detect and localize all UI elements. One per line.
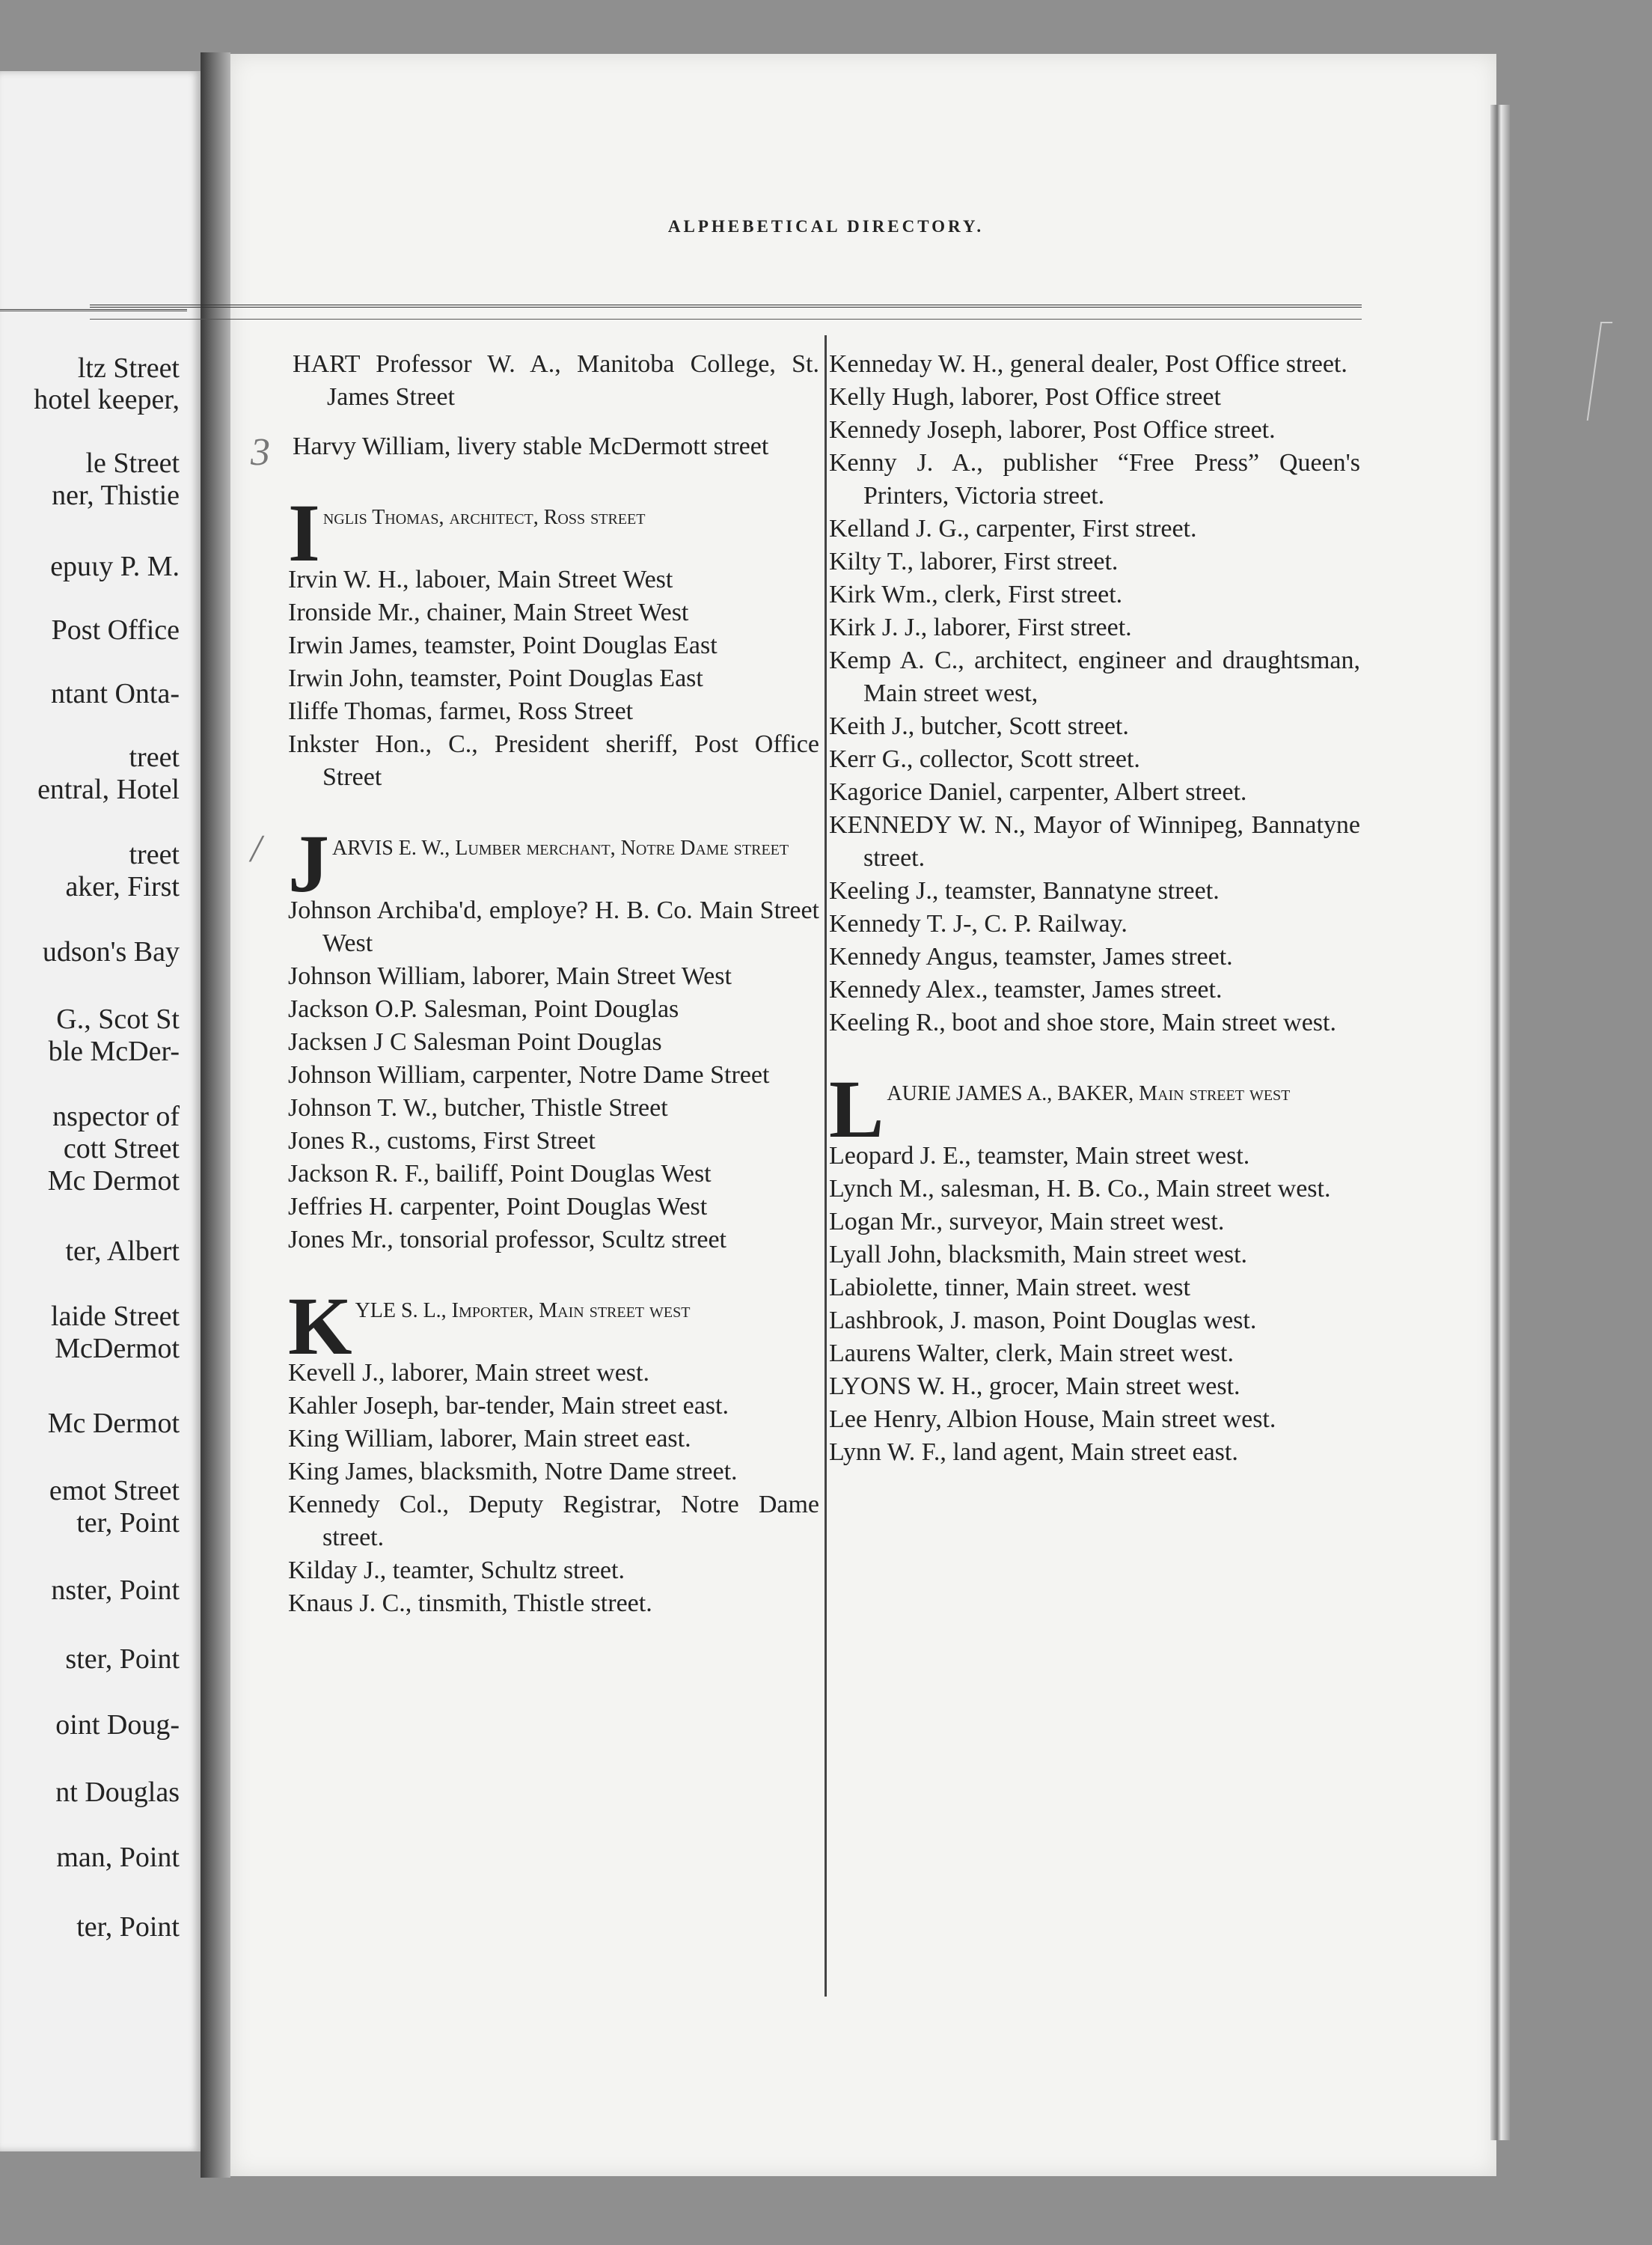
directory-entry: Ironside Mr., chainer, Main Street West <box>288 599 689 626</box>
directory-entry: Lyall John, blacksmith, Main street west. <box>829 1241 1248 1268</box>
directory-entry: Jones Mr., tonsorial professor, Scultz street <box>288 1226 726 1253</box>
page-scratch <box>1587 322 1613 421</box>
section-header-j <box>288 818 819 909</box>
left-page-fragment: Mc Dermot <box>47 1165 180 1197</box>
left-page-fragment: nt Douglas <box>55 1777 180 1808</box>
left-page-fragment: ble McDer- <box>48 1036 180 1067</box>
left-page-fragment: hotel keeper, <box>34 384 180 415</box>
margin-mark-slash: / <box>251 828 262 870</box>
page-edge <box>1490 105 1510 2140</box>
directory-entry: Jones R., customs, First Street <box>288 1127 596 1155</box>
directory-entry: Laurens Walter, clerk, Main street west. <box>829 1340 1234 1367</box>
directory-entry: Jeffries H. carpenter, Point Douglas West <box>288 1193 708 1221</box>
column-divider <box>825 335 827 1997</box>
left-page-fragment: epuιy P. M. <box>50 551 180 582</box>
directory-entry: Irwin John, teamster, Point Douglas East <box>288 665 703 692</box>
directory-entry: Kelly Hugh, laborer, Post Office street <box>829 383 1221 411</box>
left-page-fragment: le Street <box>85 448 180 479</box>
directory-entry: Johnson Archiba'd, employe? H. B. Co. Main Street West <box>288 897 819 957</box>
directory-entry: Kenny J. A., publisher “Free Press” Queen's Printers, Victoria street. <box>829 449 1360 510</box>
directory-entry: Kennedy Angus, teamster, James street. <box>829 943 1233 971</box>
left-page-fragment: ter, Albert <box>65 1235 180 1267</box>
left-page-fragment: ster, Point <box>65 1643 180 1675</box>
left-page-fragment: nster, Point <box>51 1574 180 1606</box>
left-page-fragment: ter, Point <box>76 1911 180 1943</box>
left-page-fragment: treet <box>129 839 180 870</box>
directory-entry: Inkster Hon., C., President sheriff, Post Office Street <box>288 730 819 791</box>
entry-hart: HART Professor W. A., Manitoba College, St. James Street <box>293 350 819 411</box>
left-facing-page <box>0 71 201 2151</box>
left-page-fragment: treet <box>129 742 180 773</box>
directory-entry: Kennedy Joseph, laborer, Post Office street. <box>829 416 1276 444</box>
directory-entry: Kennedy T. J-, C. P. Railway. <box>829 910 1128 938</box>
left-page-fragment: cott Street <box>63 1133 180 1164</box>
left-page-fragment: man, Point <box>56 1842 180 1873</box>
directory-entry: Jackson R. F., bailiff, Point Douglas West <box>288 1160 712 1188</box>
left-page-fragment: oint Doug- <box>55 1709 180 1741</box>
margin-mark-3: 3 <box>251 431 270 474</box>
left-column <box>288 348 819 1620</box>
left-page-fragment: emot Street <box>49 1475 180 1506</box>
left-page-fragment: ltz Street <box>77 352 180 384</box>
directory-entry: Irvin W. H., laboιer, Main Street West <box>288 566 673 593</box>
book-gutter <box>201 52 230 2178</box>
left-page-fragment: Mc Dermot <box>47 1408 180 1439</box>
directory-entry: LYONS W. H., grocer, Main street west. <box>829 1372 1240 1400</box>
directory-entry: Kennedy Alex., teamster, James street. <box>829 976 1223 1004</box>
directory-entry: Johnson T. W., butcher, Thistle Street <box>288 1094 668 1122</box>
directory-entry: Kagorice Daniel, carpenter, Albert street. <box>829 778 1247 806</box>
section-head-i: nglis Thomas, architect, Ross street <box>322 506 646 529</box>
section-header-i <box>288 487 819 578</box>
directory-entry: Kennedy Col., Deputy Registrar, Notre Dame street. <box>288 1491 819 1551</box>
left-page-fragment: G., Scot St <box>56 1004 180 1035</box>
left-page-fragment: entral, Hotel <box>37 774 180 805</box>
running-head: ALPHEBETICAL DIRECTORY. <box>667 217 985 236</box>
directory-entry: Kahler Joseph, bar-tender, Main street east. <box>288 1392 729 1420</box>
right-column <box>829 348 1360 1469</box>
left-page-fragment: McDermot <box>55 1333 180 1364</box>
directory-entry: Kelland J. G., carpenter, First street. <box>829 515 1197 543</box>
directory-entry: Knaus J. C., tinsmith, Thistle street. <box>288 1589 652 1617</box>
directory-entry: Kilty T., laborer, First street. <box>829 548 1119 575</box>
directory-entry: Lashbrook, J. mason, Point Douglas west. <box>829 1307 1257 1334</box>
directory-entry: Irwin James, teamster, Point Douglas East <box>288 632 718 659</box>
section-head-k: YLE S. L., Importer, Main street west <box>355 1299 691 1322</box>
directory-entry: Lynn W. F., land agent, Main street east. <box>829 1438 1238 1466</box>
entry-harvy: Harvy William, livery stable McDermott street <box>293 433 769 460</box>
left-page-fragment: udson's Bay <box>42 936 180 968</box>
left-page-fragment: Post Office <box>51 614 180 646</box>
directory-entry: King James, blacksmith, Notre Dame street. <box>288 1458 738 1485</box>
directory-entry: Kirk Wm., clerk, First street. <box>829 581 1123 608</box>
header-rule <box>90 305 1362 308</box>
directory-entry: Keith J., butcher, Scott street. <box>829 712 1129 740</box>
left-page-fragment: laide Street <box>51 1301 180 1332</box>
directory-entry: Kirk J. J., laborer, First street. <box>829 614 1132 641</box>
section-header-k <box>288 1280 819 1372</box>
directory-entry: Kevell J., laborer, Main street west. <box>288 1359 649 1387</box>
directory-entry: Kilday J., teamter, Schultz street. <box>288 1557 625 1584</box>
directory-entry: Lee Henry, Albion House, Main street west. <box>829 1405 1276 1433</box>
directory-entry: KENNEDY W. N., Mayor of Winnipeg, Bannatyne street. <box>829 811 1360 872</box>
directory-entry: Kenneday W. H., general dealer, Post Office street. <box>829 350 1347 378</box>
left-page-fragment: aker, First <box>65 871 180 902</box>
directory-entry: Labiolette, tinner, Main street. west <box>829 1274 1190 1301</box>
directory-entry: Jacksen J C Salesman Point Douglas <box>288 1028 662 1056</box>
section-head-l: AURIE JAMES A., BAKER, Main street west <box>887 1082 1291 1105</box>
directory-entry: Kerr G., collector, Scott street. <box>829 745 1140 773</box>
directory-entry: King William, laborer, Main street east. <box>288 1425 691 1453</box>
header-rule-thin <box>90 319 1362 320</box>
directory-entry: Iliffe Thomas, farmeι, Ross Street <box>288 697 634 725</box>
directory-entry: Lynch M., salesman, H. B. Co., Main street west. <box>829 1175 1331 1203</box>
drop-cap-j: J <box>288 818 329 909</box>
drop-cap-i: I <box>288 487 320 578</box>
left-page-fragment: ntant Onta- <box>50 678 180 709</box>
directory-entry: Logan Mr., surveyor, Main street west. <box>829 1208 1225 1235</box>
directory-entry: Keeling J., teamster, Bannatyne street. <box>829 877 1220 905</box>
directory-entry: Johnson William, laborer, Main Street West <box>288 962 732 990</box>
left-page-fragment: ter, Point <box>76 1507 180 1539</box>
section-header-l <box>829 1063 1360 1155</box>
left-page-rule <box>0 309 187 311</box>
directory-entry: Johnson William, carpenter, Notre Dame Street <box>288 1061 770 1089</box>
directory-entry: Leopard J. E., teamster, Main street west. <box>829 1142 1250 1170</box>
section-head-j: ARVIS E. W., Lumber merchant, Notre Dame street <box>332 837 789 860</box>
left-page-fragment: nspector of <box>52 1101 180 1132</box>
directory-entry: Jackson O.P. Salesman, Point Douglas <box>288 995 679 1023</box>
directory-entry: Kemp A. C., architect, engineer and draughtsman, Main street west, <box>829 647 1360 707</box>
directory-entry: Keeling R., boot and shoe store, Main street west. <box>829 1009 1336 1036</box>
left-page-fragment: ner, Thistie <box>52 480 180 511</box>
drop-cap-l: L <box>829 1063 884 1155</box>
drop-cap-k: K <box>288 1280 352 1372</box>
